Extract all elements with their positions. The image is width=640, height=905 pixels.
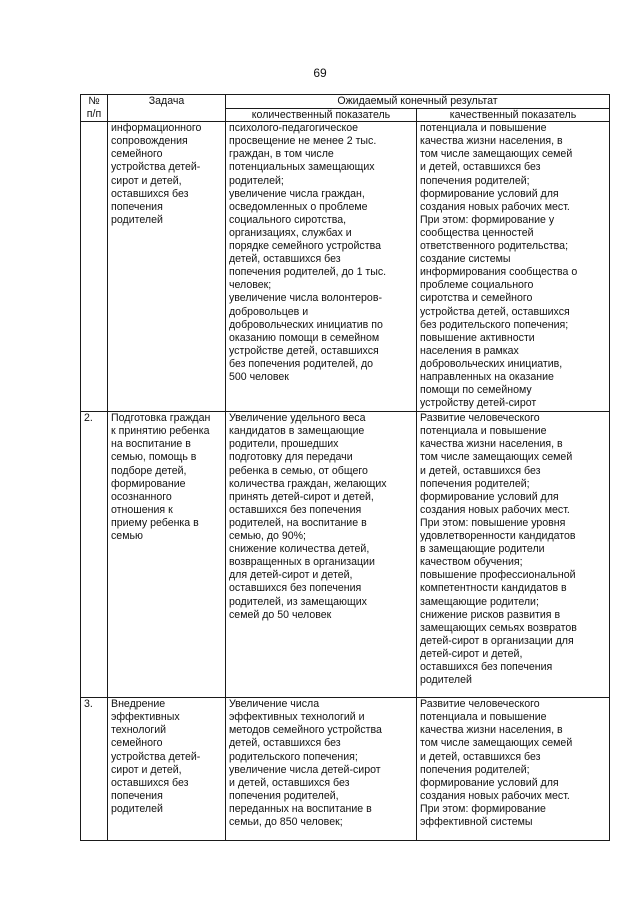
header-task: Задача <box>108 95 226 122</box>
row-qualitative: Развитие человеческого потенциала и повышение качества жизни населения, в том числе замещающих семей и детей, оставшихся без попечения родителей; формирование условий для создания новых рабочих мест. При этом: формирование эффективной системы <box>417 698 610 841</box>
row-quantitative: психолого-педагогическое просвещение не менее 2 тыс. граждан, в том числе потенциальных замещающих родителей; увеличение числа граждан, осведомленных о проблеме социального сиротства, организациях, службах и порядке семейного устройства детей, оставшихся без попечения родителей, до 1 тыс. человек; увеличение числа волонтеров- добровольцев и добровольческих инициатив по оказанию помощи в семейном устройстве детей, оставшихся без попечения родителей, до 500 человек <box>226 122 417 412</box>
row-number <box>81 122 108 412</box>
table-row <box>81 122 610 412</box>
row-task: Внедрение эффективных технологий семейного устройства детей- сирот и детей, оставшихся без попечения родителей <box>108 698 226 841</box>
row-task: информационного сопровождения семейного устройства детей- сирот и детей, оставшихся без попечения родителей <box>108 122 226 412</box>
header-quantitative: количественный показатель <box>226 109 417 122</box>
header-qualitative: качественный показатель <box>417 109 610 122</box>
header-number: № п/п <box>81 95 108 122</box>
row-task: Подготовка граждан к принятию ребенка на воспитание в семью, помощь в подборе детей, формирование осознанного отношения к приему ребенка в семью <box>108 412 226 698</box>
table-row <box>81 412 610 698</box>
row-qualitative: Развитие человеческого потенциала и повышение качества жизни населения, в том числе замещающих семей и детей, оставшихся без попечения родителей; формирование условий для создания новых рабочих мест. При этом: повышение уровня удовлетворенности кандидатов в замещающие родители качеством обучения; повышение профессиональной компетентности кандидатов в замещающие родители; снижение рисков развития в замещающих семьях возвратов детей-сирот в организации для детей-сирот и детей, оставшихся без попечения родителей <box>417 412 610 698</box>
table-row <box>81 698 610 841</box>
row-quantitative: Увеличение числа эффективных технологий и методов семейного устройства детей, оставшихся без родительского попечения; увеличение числа детей-сирот и детей, оставшихся без попечения родителей, переданных на воспитание в семьи, до 850 человек; <box>226 698 417 841</box>
row-number: 3. <box>81 698 108 841</box>
header-expected-result: Ожидаемый конечный результат <box>226 95 610 109</box>
results-table <box>80 94 610 841</box>
page-number: 69 <box>313 66 327 80</box>
row-number: 2. <box>81 412 108 698</box>
row-quantitative: Увеличение удельного веса кандидатов в замещающие родители, прошедших подготовку для передачи ребенка в семью, от общего количества граждан, желающих принять детей-сирот и детей, оставшихся без попечения родителей, на воспитание в семью, до 90%; снижение количества детей, возвращенных в организации для детей-сирот и детей, оставшихся без попечения родителей, из замещающих семей до 50 человек <box>226 412 417 698</box>
row-qualitative: потенциала и повышение качества жизни населения, в том числе замещающих семей и детей, оставшихся без попечения родителей; формирование условий для создания новых рабочих мест. При этом: формирование у сообщества ценностей ответственного родительства; создание системы информирования сообщества о проблеме социального сиротства и семейного устройства детей, оставшихся без родительского попечения; повышение активности населения в рамках добровольческих инициатив, направленных на оказание помощи по семейному устройству детей-сирот <box>417 122 610 412</box>
